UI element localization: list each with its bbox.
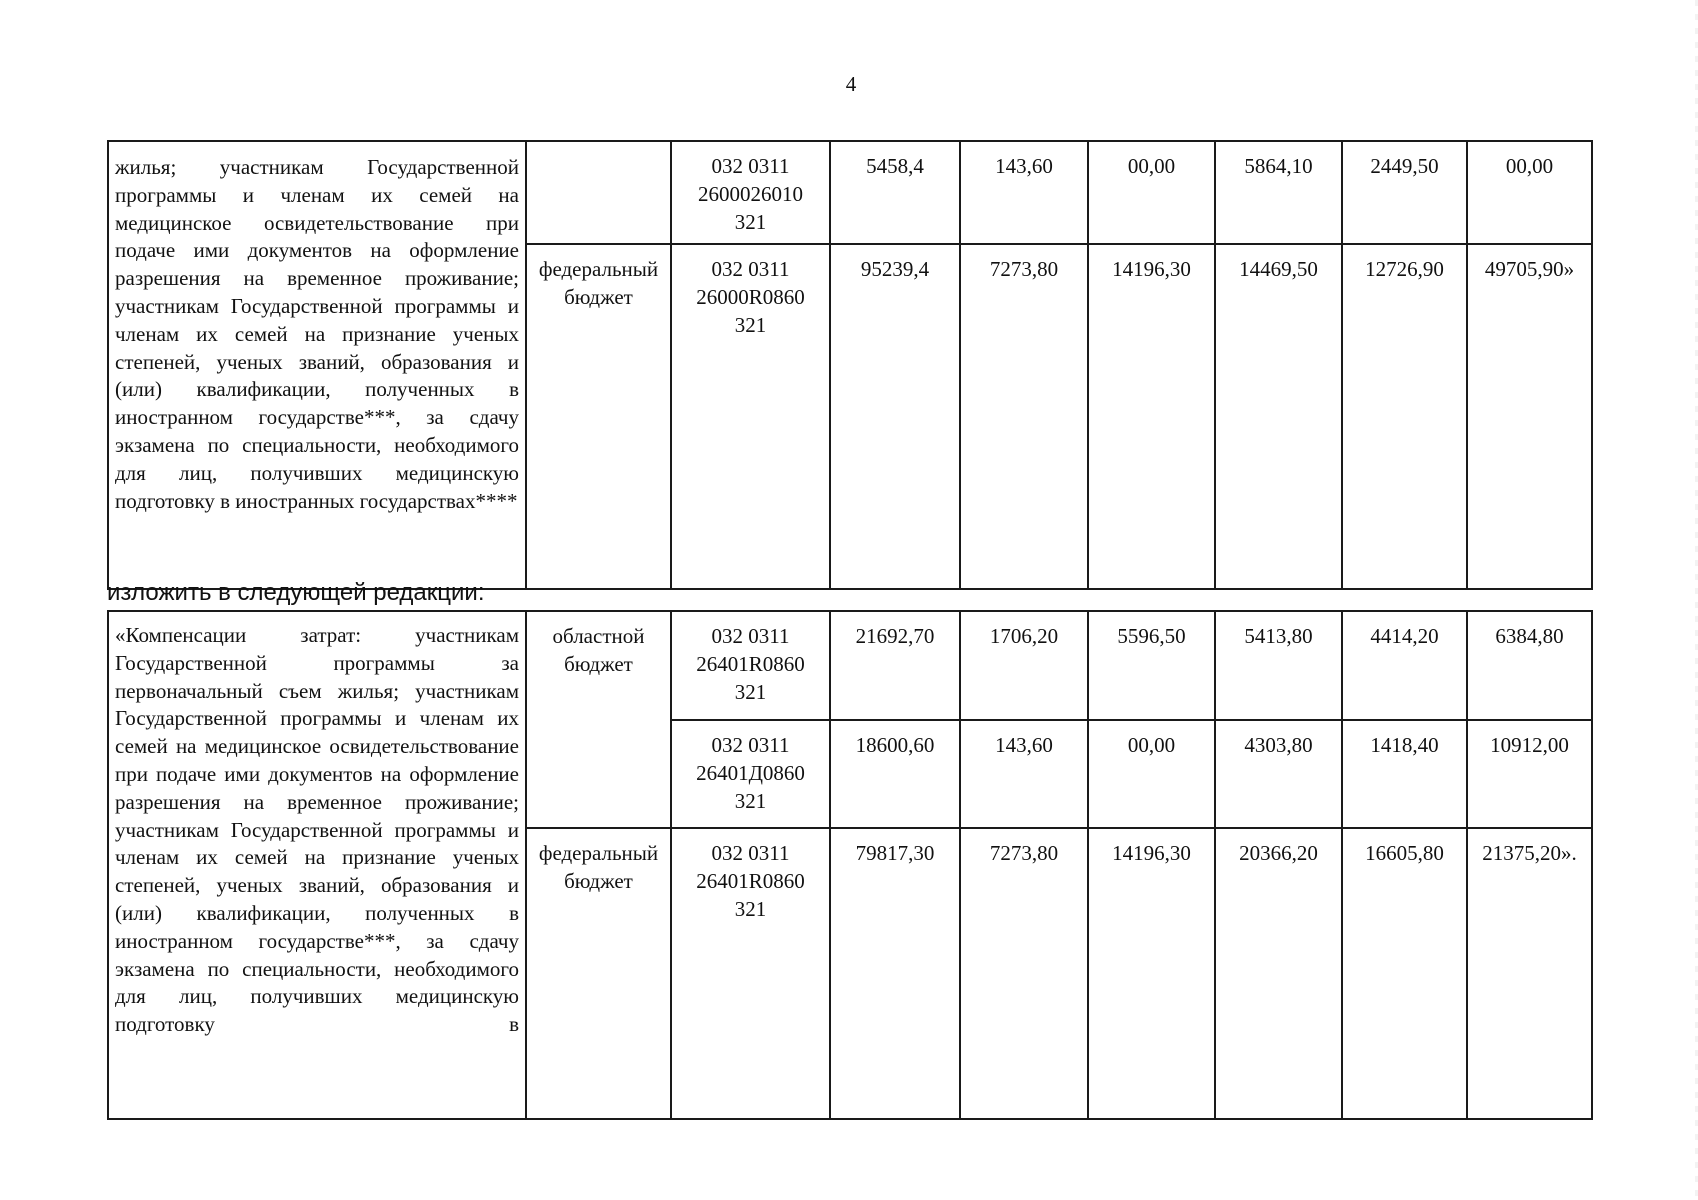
value-cell: 6384,80	[1467, 611, 1592, 720]
page-number: 4	[845, 72, 857, 96]
value-cell: 79817,30	[830, 828, 960, 1119]
source-cell: федеральный бюджет	[526, 244, 671, 589]
budget-code-cell: 032 0311 26401Д0860 321	[671, 720, 830, 829]
value-cell: 5458,4	[830, 141, 960, 244]
value-cell: 12726,90	[1342, 244, 1467, 589]
value-cell: 143,60	[960, 720, 1088, 829]
value-cell: 20366,20	[1215, 828, 1342, 1119]
section-heading: изложить в следующей редакции:	[107, 579, 485, 606]
description-cell: жилья; участникам Государственной программы и членам их семей на медицинское освидетельствование при подаче ими документов на оформление разрешения на временное проживание; участникам Государственной программы и членам их семей на признание ученых степеней, ученых званий, образования и (или) квалификации, полученных в иностранном государстве***, за сдачу экзамена по специальности, необходимого для лиц, получивших медицинскую подготовку в иностранных государствах****	[108, 141, 526, 589]
value-cell: 14196,30	[1088, 244, 1215, 589]
new-budget-table	[107, 610, 1593, 1120]
value-cell: 5413,80	[1215, 611, 1342, 720]
value-cell: 49705,90»	[1467, 244, 1592, 589]
old-budget-table	[107, 140, 1593, 590]
value-cell: 2449,50	[1342, 141, 1467, 244]
source-cell: федеральный бюджет	[526, 828, 671, 1119]
value-cell: 7273,80	[960, 244, 1088, 589]
value-cell: 5864,10	[1215, 141, 1342, 244]
table-row	[108, 141, 1592, 244]
value-cell: 1706,20	[960, 611, 1088, 720]
budget-code-cell: 032 0311 26000R0860 321	[671, 244, 830, 589]
value-cell: 4414,20	[1342, 611, 1467, 720]
value-cell: 143,60	[960, 141, 1088, 244]
value-cell: 00,00	[1088, 720, 1215, 829]
value-cell: 1418,40	[1342, 720, 1467, 829]
budget-code-cell: 032 0311 2600026010 321	[671, 141, 830, 244]
value-cell: 5596,50	[1088, 611, 1215, 720]
value-cell: 10912,00	[1467, 720, 1592, 829]
table-row	[108, 611, 1592, 720]
value-cell: 18600,60	[830, 720, 960, 829]
source-cell	[526, 141, 671, 244]
value-cell: 21692,70	[830, 611, 960, 720]
value-cell: 95239,4	[830, 244, 960, 589]
source-cell: областной бюджет	[526, 611, 671, 828]
budget-code-cell: 032 0311 26401R0860 321	[671, 828, 830, 1119]
description-cell: «Компенсации затрат: участникам Государственной программы за первоначальный съем жилья; участникам Государственной программы и членам их семей на медицинское освидетельствование при подаче ими документов на оформление разрешения на временное проживание; участникам Государственной программы и членам их семей на признание ученых степеней, ученых званий, образования и (или) квалификации, полученных в иностранном государстве***, за сдачу экзамена по специальности, необходимого для лиц, получивших медицинскую подготовку в	[108, 611, 526, 1119]
value-cell: 14469,50	[1215, 244, 1342, 589]
value-cell: 00,00	[1088, 141, 1215, 244]
value-cell: 14196,30	[1088, 828, 1215, 1119]
value-cell: 7273,80	[960, 828, 1088, 1119]
value-cell: 00,00	[1467, 141, 1592, 244]
value-cell: 16605,80	[1342, 828, 1467, 1119]
budget-code-cell: 032 0311 26401R0860 321	[671, 611, 830, 720]
value-cell: 4303,80	[1215, 720, 1342, 829]
value-cell: 21375,20».	[1467, 828, 1592, 1119]
